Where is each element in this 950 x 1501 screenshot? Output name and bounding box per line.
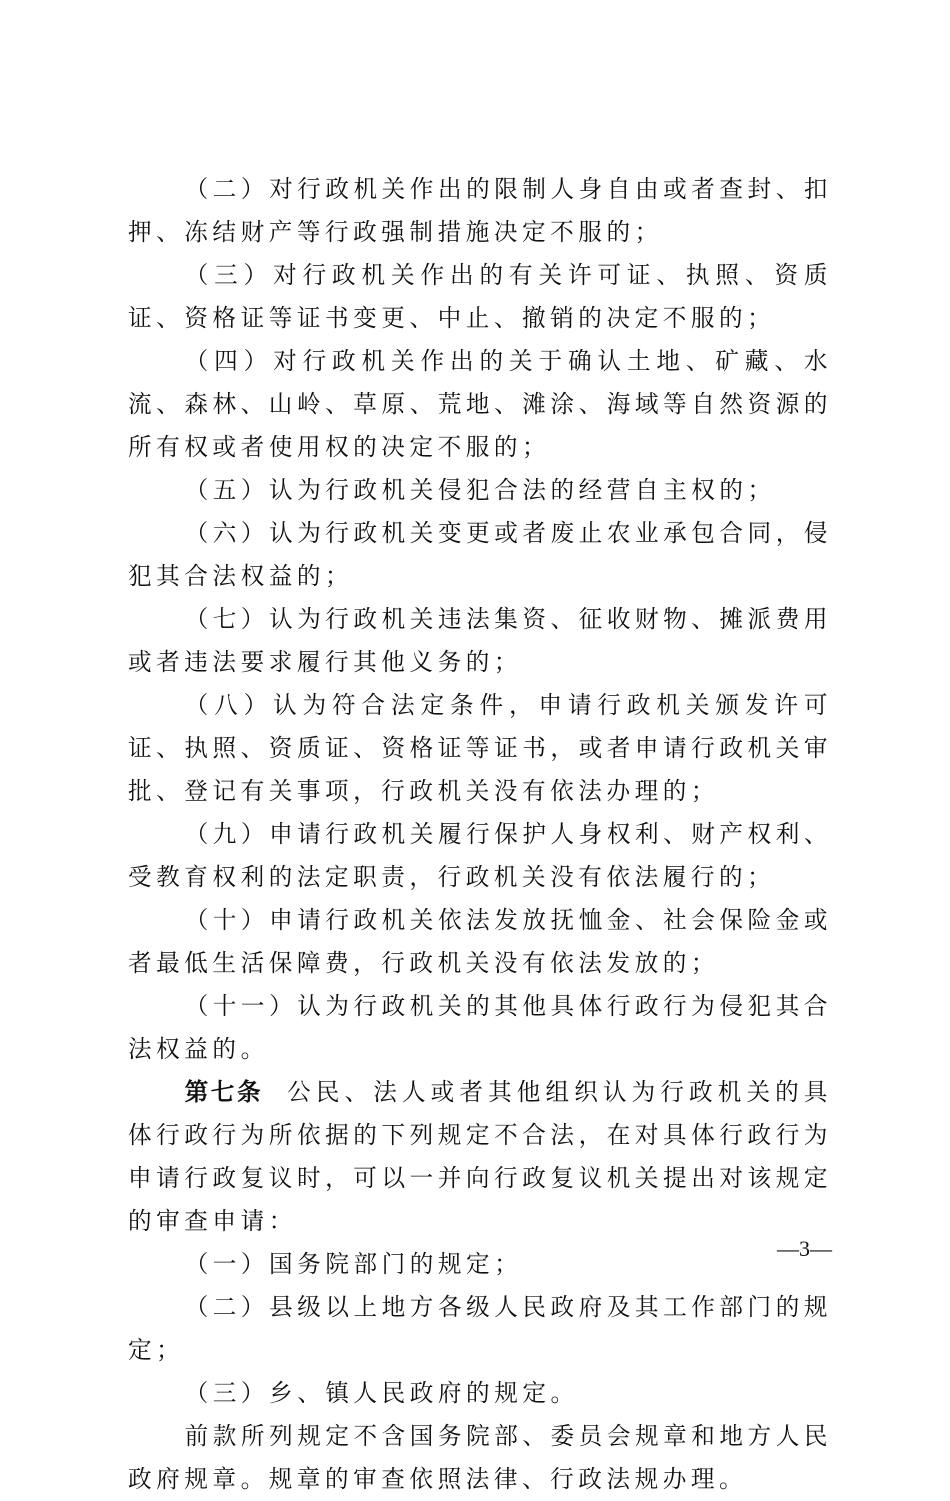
paragraph: （五）认为行政机关侵犯合法的经营自主权的； [184,476,776,504]
page-number: —3— [777,1236,832,1261]
paragraph: （七）认为行政机关违法集资、征收财物、摊派费用或者违法要求履行其他义务的； [128,605,832,676]
paragraph: （二）县级以上地方各级人民政府及其工作部门的规定； [128,1293,832,1364]
paragraph: （三）乡、镇人民政府的规定。 [184,1379,579,1407]
paragraph: （九）申请行政机关履行保护人身权利、财产权利、受教育权利的法定职责，行政机关没有依法履行的； [128,820,832,891]
article-number: 第七条 [184,1078,264,1106]
paragraph: （一）国务院部门的规定； [184,1250,523,1278]
paragraph: （十一）认为行政机关的其他具体行政行为侵犯其合法权益的。 [128,992,832,1063]
paragraph: 前款所列规定不含国务院部、委员会规章和地方人民政府规章。规章的审查依照法律、行政法规办理。 [128,1422,832,1493]
body-text [128,168,832,1501]
paragraph: （四）对行政机关作出的关于确认土地、矿藏、水流、森林、山岭、草原、荒地、滩涂、海域等自然资源的所有权或者使用权的决定不服的； [128,347,832,461]
paragraph: （十）申请行政机关依法发放抚恤金、社会保险金或者最低生活保障费，行政机关没有依法发放的； [128,906,832,977]
paragraph: （六）认为行政机关变更或者废止农业承包合同，侵犯其合法权益的； [128,519,832,590]
article-paragraph: 第七条 公民、法人或者其他组织认为行政机关的具体行政行为所依据的下列规定不合法，在对具体行政行为申请行政复议时，可以一并向行政复议机关提出对该规定的审查申请： [128,1078,833,1235]
paragraph: （二）对行政机关作出的限制人身自由或者查封、扣押、冻结财产等行政强制措施决定不服的； [128,175,832,246]
paragraph: （三）对行政机关作出的有关许可证、执照、资质证、资格证等证书变更、中止、撤销的决定不服的； [128,261,832,332]
paragraph: （八）认为符合法定条件，申请行政机关颁发许可证、执照、资质证、资格证等证书，或者申请行政机关审批、登记有关事项，行政机关没有依法办理的； [128,691,832,805]
